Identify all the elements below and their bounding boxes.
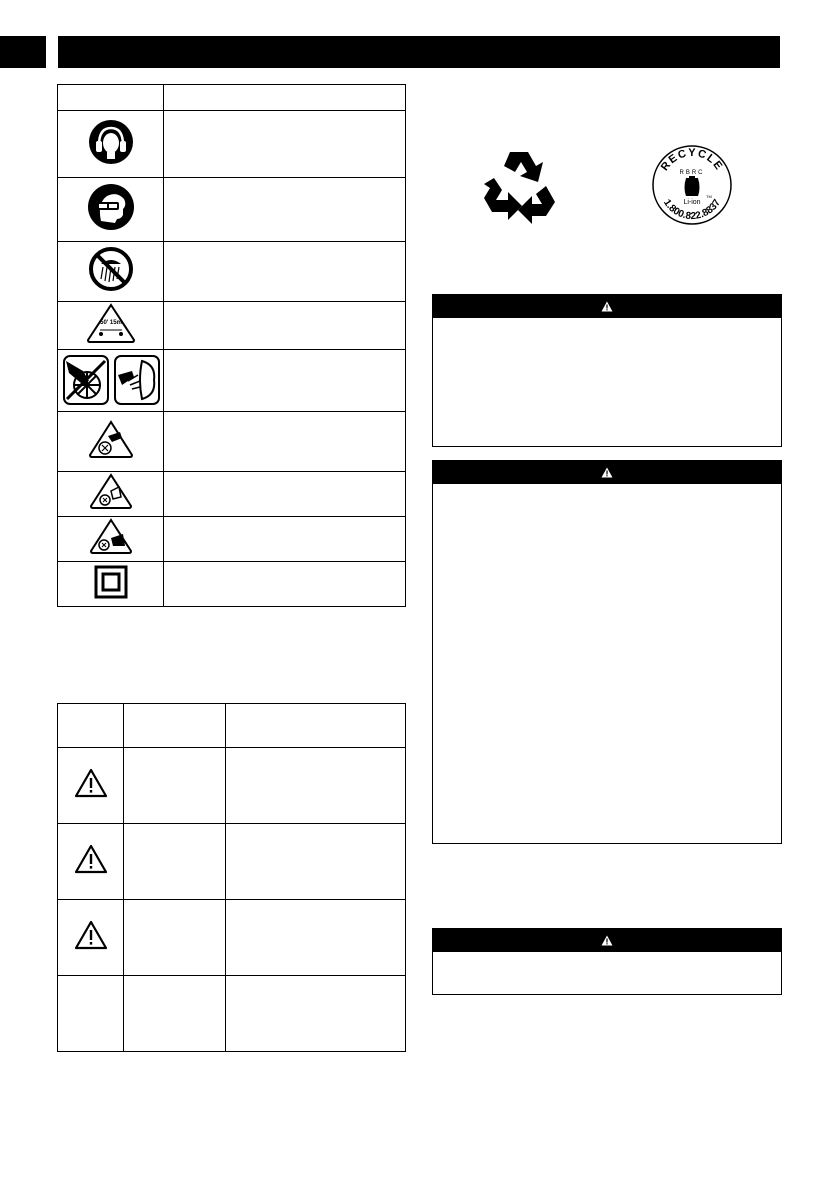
table-row (58, 899, 124, 975)
table-row (58, 516, 164, 561)
table-row (58, 975, 124, 1051)
rbrc-recycle-seal (651, 144, 733, 226)
safety-alert-icon (601, 467, 613, 478)
warning-header (433, 929, 781, 952)
table-row (58, 747, 124, 823)
table-row (58, 177, 164, 241)
symbols-table-header (58, 85, 405, 111)
symbols-table (57, 84, 406, 607)
table-row (58, 823, 124, 899)
table-row (58, 349, 164, 411)
warning-header (433, 295, 781, 318)
seal-li-ion-text: Li-ion (683, 199, 701, 206)
table-row (58, 561, 164, 607)
ear-protection-icon (88, 119, 134, 170)
seal-rbrc-text: RBRC (679, 170, 705, 176)
table-row (58, 111, 164, 177)
warning-box (432, 294, 782, 447)
table-row (58, 471, 164, 516)
recycle-icon (480, 144, 562, 226)
safety-alert-icon (601, 301, 613, 312)
safety-alert-icon (601, 935, 613, 946)
rotating-blade-hazard-icon (63, 355, 160, 405)
eye-protection-icon (87, 183, 135, 236)
safety-alert-icon (73, 843, 109, 880)
warning-header (433, 461, 781, 484)
seal-tm-text: TM (706, 194, 712, 199)
table-row (58, 411, 164, 471)
no-rain-icon (87, 245, 135, 298)
signal-word-table (57, 703, 406, 1052)
foot-hazard-icon (89, 518, 133, 559)
svg-text:50' 15m: 50' 15m (100, 319, 122, 326)
seal-phone-text: 1.800.822.8837 (661, 197, 723, 223)
warning-box (432, 928, 782, 995)
table-row (58, 301, 164, 349)
safety-alert-icon (73, 919, 109, 956)
page-language-tab (0, 36, 46, 68)
double-insulation-icon (94, 565, 128, 604)
seal-recycle-text: RECYCLE (658, 146, 726, 174)
safe-distance-icon (86, 303, 136, 348)
safety-alert-icon (73, 767, 109, 804)
warning-box (432, 460, 782, 844)
table-row (58, 241, 164, 301)
section-header-bar (58, 36, 780, 68)
cutting-hazard-icon (88, 420, 134, 463)
hand-hazard-icon (89, 473, 133, 514)
